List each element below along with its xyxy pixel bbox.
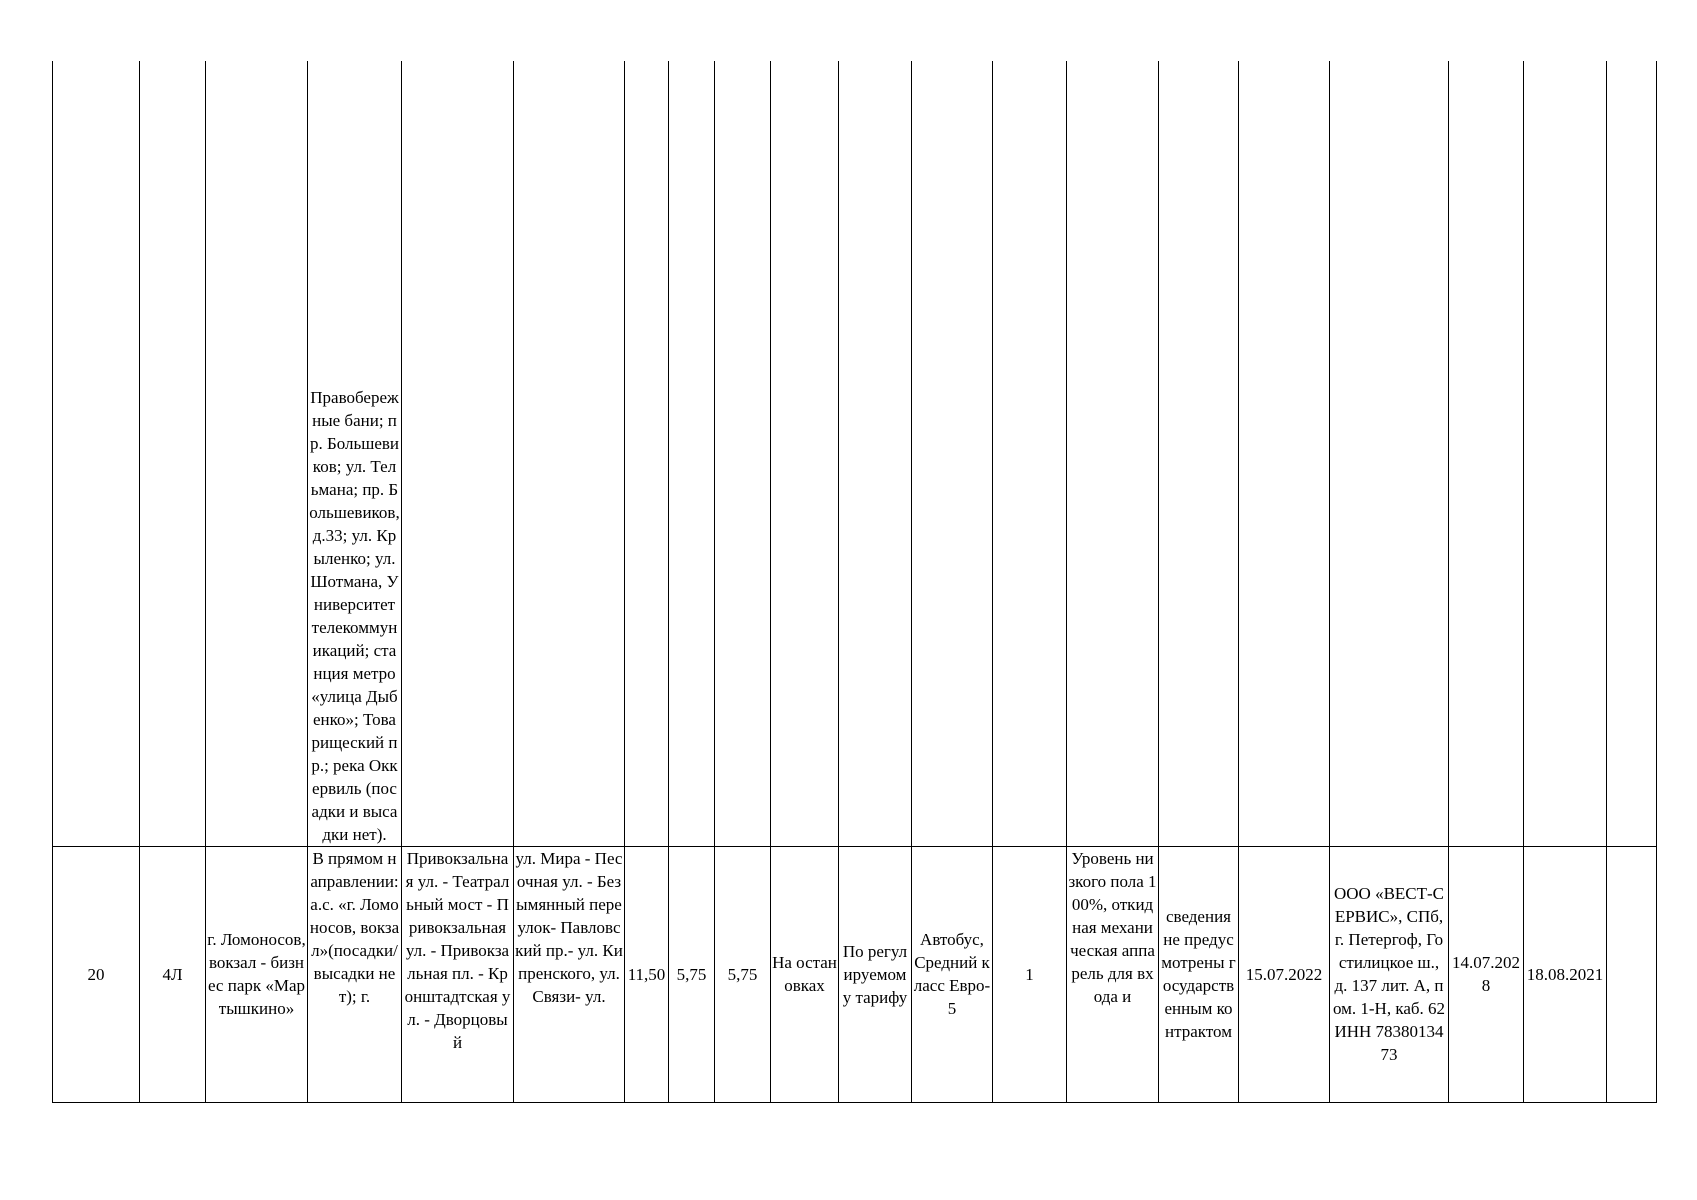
tariff-cell: По регулируемому тарифу bbox=[839, 846, 912, 1102]
streets-forward-text: Привокзальная ул. - Театральный мост - Привокзальная ул. - Привокзальная пл. - Кронштадтская ул. - Дворцовый bbox=[404, 848, 511, 1052]
intermediate-stops-cell bbox=[308, 61, 402, 846]
cell-empty bbox=[625, 61, 669, 846]
contract-info-cell: сведения не предусмотрены государственным контрактом bbox=[1159, 846, 1239, 1102]
characteristics-text: Уровень низкого пола 100%, откидная механическая аппарель для входа и bbox=[1068, 848, 1157, 1006]
cell-empty bbox=[1239, 61, 1330, 846]
streets-forward-cell bbox=[402, 846, 514, 1102]
end-date-cell: 14.07.2028 bbox=[1449, 846, 1524, 1102]
reg-number-cell: 20 bbox=[53, 846, 140, 1102]
characteristics-cell bbox=[1067, 846, 1159, 1102]
boarding-order-cell: На остановках bbox=[771, 846, 839, 1102]
registry-date-cell: 18.08.2021 bbox=[1524, 846, 1607, 1102]
length-forward-cell: 5,75 bbox=[669, 846, 715, 1102]
streets-backward-cell bbox=[514, 846, 625, 1102]
cell-empty bbox=[1524, 61, 1607, 846]
cell-empty bbox=[993, 61, 1067, 846]
length-backward-cell: 5,75 bbox=[715, 846, 771, 1102]
cell-empty bbox=[206, 61, 308, 846]
cell-empty bbox=[1607, 61, 1657, 846]
cell-empty bbox=[1159, 61, 1239, 846]
carrier-cell: ООО «ВЕСТ-СЕРВИС», СПб, г. Петергоф, Гостилицкое ш., д. 137 лит. А, пом. 1-Н, каб. 62 ИНН 7838013473 bbox=[1330, 846, 1449, 1102]
continuation-row bbox=[53, 61, 1657, 846]
vehicle-cell: Автобус, Средний класс Евро-5 bbox=[912, 846, 993, 1102]
note-cell bbox=[1607, 846, 1657, 1102]
cell-empty bbox=[53, 61, 140, 846]
cell-empty bbox=[140, 61, 206, 846]
cell-empty bbox=[402, 61, 514, 846]
cell-empty bbox=[1330, 61, 1449, 846]
cell-empty bbox=[1067, 61, 1159, 846]
cell-empty bbox=[771, 61, 839, 846]
cell-empty bbox=[1449, 61, 1524, 846]
route-number-cell: 4Л bbox=[140, 846, 206, 1102]
route-name-cell: г. Ломоносов, вокзал - бизнес парк «Мартышкино» bbox=[206, 846, 308, 1102]
intermediate-stops-text: Правобережные бани; пр. Большевиков; ул. Тельмана; пр. Большевиков, д.33; ул. Крыленко; ул. Шотмана, Университет телекоммуникаций; станция метро «улица Дыбенко»; Товарищеский пр.; река Оккервиль (посадки и высадки нет). bbox=[309, 387, 400, 844]
streets-backward-text: ул. Мира - Песочная ул. - Безымянный переулок- Павловский пр.- ул. Кипренского, ул. Связи- ул. bbox=[515, 848, 623, 1006]
cell-empty bbox=[715, 61, 771, 846]
length-total-cell: 11,50 bbox=[625, 846, 669, 1102]
cell-empty bbox=[514, 61, 625, 846]
route-registry-table bbox=[52, 61, 1657, 1103]
intermediate-stops-cell bbox=[308, 846, 402, 1102]
intermediate-stops-text: В прямом направлении: а.с. «г. Ломоносов, вокзал»(посадки/высадки нет); г. bbox=[309, 848, 400, 1006]
cell-empty bbox=[669, 61, 715, 846]
vehicle-count-cell: 1 bbox=[993, 846, 1067, 1102]
start-date-cell: 15.07.2022 bbox=[1239, 846, 1330, 1102]
table-row bbox=[53, 846, 1657, 1102]
cell-empty bbox=[912, 61, 993, 846]
cell-empty bbox=[839, 61, 912, 846]
